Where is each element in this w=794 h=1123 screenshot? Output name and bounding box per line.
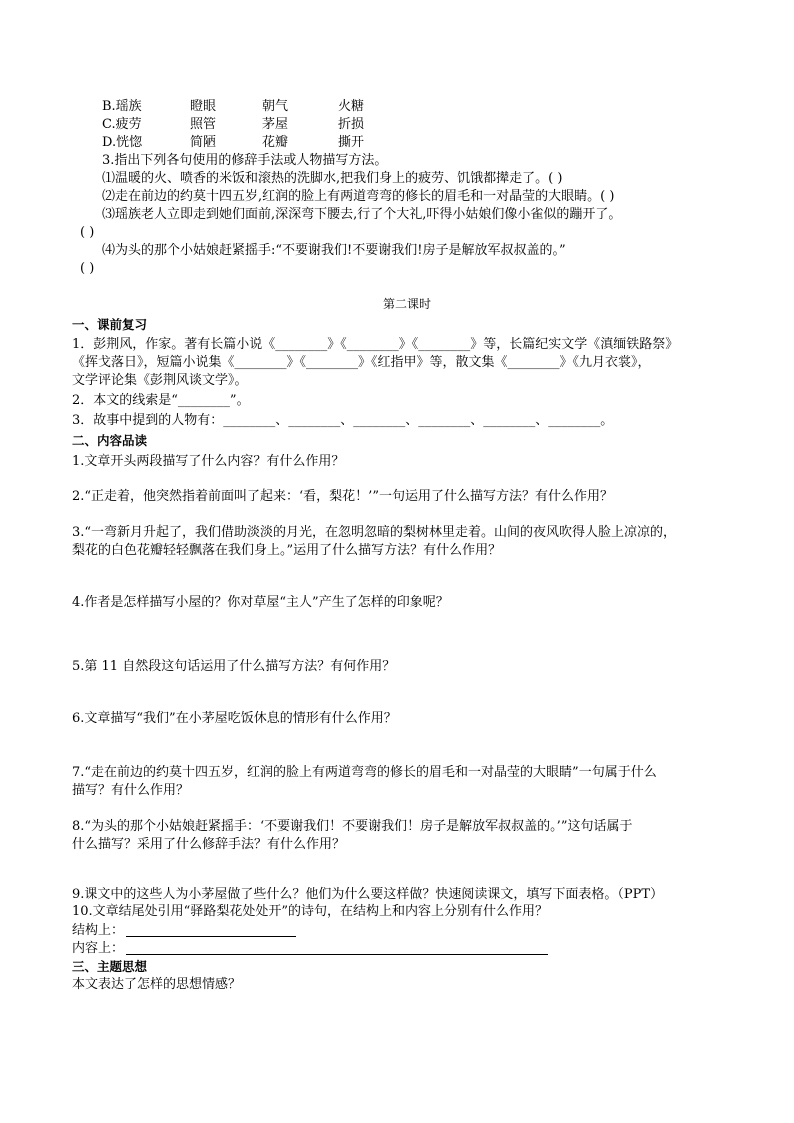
option-word: 花瓣 — [262, 135, 289, 150]
q3-answer-3: ( ) — [80, 225, 95, 240]
structure-answer-line[interactable] — [126, 922, 296, 937]
section-1-title: 一、课前复习 — [72, 317, 148, 332]
review-item-2: 2．本文的线索是“________”。 — [72, 393, 250, 408]
q3-sentence-4: ⑷为头的那个小姑娘赶紧摇手:“不要谢我们!不要谢我们!房子是解放军叔叔盖的。” — [102, 243, 566, 258]
q3-sentence-1: ⑴温暖的火、喷香的米饭和滚热的洗脚水,把我们身上的疲劳、饥饿都撵走了。( ) — [102, 171, 563, 186]
section-3-title: 三、主题思想 — [72, 959, 148, 974]
question-5: 5.第 11 自然段这句话运用了什么描写方法？有何作用？ — [72, 659, 396, 674]
q3-title: 3.指出下列各句使用的修辞手法或人物描写方法。 — [102, 153, 388, 168]
option-label: C.疲劳 — [102, 117, 142, 132]
question-2: 2.“正走着，他突然指着前面叫了起来：‘看，梨花！’”一句运用了什么描写方法？有什么作用？ — [72, 489, 613, 504]
review-item-3: 3．故事中提到的人物有：________、________、________、________、________、________。 — [72, 413, 614, 428]
q3-sentence-3: ⑶瑶族老人立即走到她们面前,深深弯下腰去,行了个大礼,吓得小姑娘们像小雀似的蹦开了。 — [102, 207, 622, 222]
question-7-line2: 描写？有什么作用？ — [72, 783, 190, 798]
question-8-line2: 什么描写？采用了什么修辞手法？有什么作用？ — [72, 837, 346, 852]
option-word: 撕开 — [338, 135, 365, 150]
q3-answer-4: ( ) — [80, 261, 95, 276]
review-item-1-line1: 1．彭荆风，作家。著有长篇小说《________》《________》《________》等，长篇纪实文学《滇缅铁路祭》 — [72, 337, 679, 352]
question-3-line1: 3.“一弯新月升起了，我们借助淡淡的月光，在忽明忽暗的梨树林里走着。山间的夜风吹得人脸上凉凉的， — [72, 525, 677, 540]
question-1: 1.文章开头两段描写了什么内容？有什么作用？ — [72, 454, 345, 469]
option-label: D.恍惚 — [102, 135, 143, 150]
lesson-heading: 第二课时 — [383, 297, 432, 311]
option-word: 朝气 — [262, 99, 289, 114]
review-item-1-line2: 《挥戈落日》，短篇小说集《________》《________》《红指甲》等，散文集《________》《九月衣裳》， — [72, 355, 651, 370]
option-word: 火糖 — [338, 99, 365, 114]
option-word: 简陋 — [190, 135, 217, 150]
question-3-line2: 梨花的白色花瓣轻轻飘落在我们身上。”运用了什么描写方法？有什么作用？ — [72, 543, 502, 558]
option-word: 瞪眼 — [190, 99, 217, 114]
content-label: 内容上： — [72, 941, 125, 956]
question-8-line1: 8.“为头的那个小姑娘赶紧摇手：‘不要谢我们！不要谢我们！房子是解放军叔叔盖的。’”这句话属于 — [72, 819, 633, 834]
question-6: 6.文章描写“我们”在小茅屋吃饭休息的情形有什么作用？ — [72, 711, 397, 726]
question-9: 9.课文中的这些人为小茅屋做了些什么？他们为什么要这样做？快速阅读课文，填写下面表格。（PPT） — [72, 887, 664, 902]
review-item-1-line3: 文学评论集《彭荆风谈文学》。 — [72, 373, 248, 388]
option-word: 茅屋 — [262, 117, 289, 132]
question-7-line1: 7.“走在前边的约莫十四五岁，红润的脸上有两道弯弯的修长的眉毛和一对晶莹的大眼睛”一句属于什么 — [72, 765, 657, 780]
structure-label: 结构上： — [72, 923, 125, 938]
question-10: 10.文章结尾处引用“驿路梨花处处开”的诗句，在结构上和内容上分别有什么作用？ — [72, 904, 548, 919]
section-2-title: 二、内容品读 — [72, 433, 148, 448]
option-label: B.瑶族 — [102, 99, 142, 114]
content-answer-line[interactable] — [126, 940, 548, 955]
option-word: 折损 — [338, 117, 365, 132]
theme-question: 本文表达了怎样的思想情感？ — [72, 977, 242, 992]
question-4: 4.作者是怎样描写小屋的？你对草屋“主人”产生了怎样的印象呢？ — [72, 595, 449, 610]
option-word: 照管 — [190, 117, 217, 132]
q3-sentence-2: ⑵走在前边的约莫十四五岁,红润的脸上有两道弯弯的修长的眉毛和一对晶莹的大眼睛。( ) — [102, 189, 615, 204]
